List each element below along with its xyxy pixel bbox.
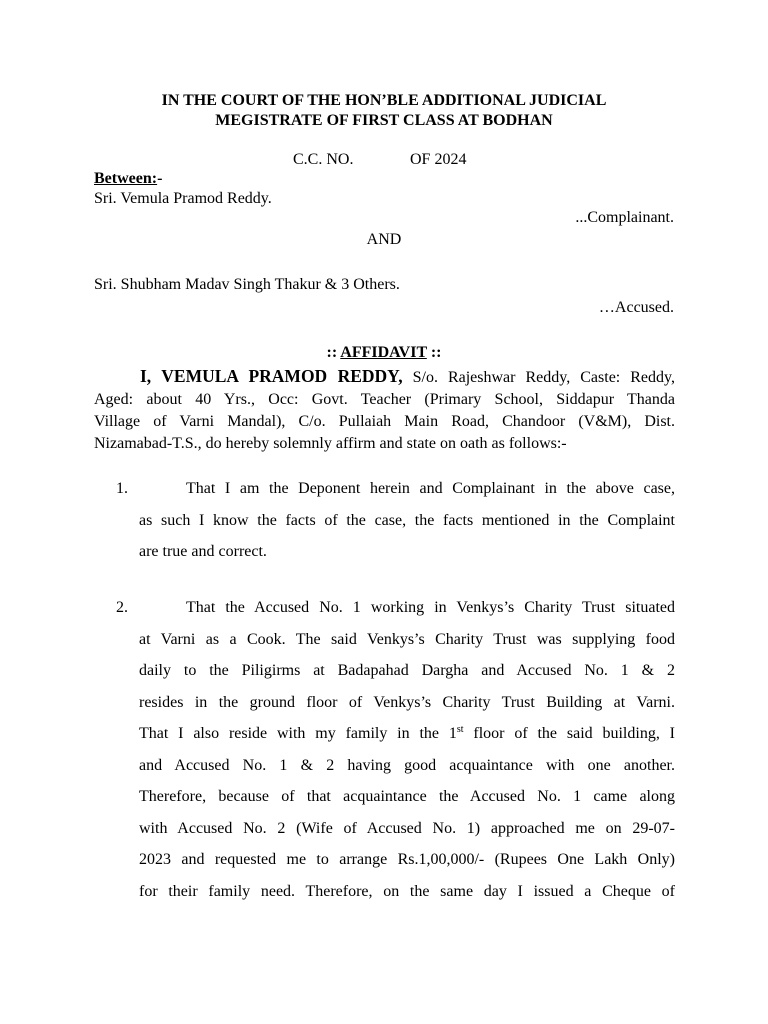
paragraph-2-line-9: 2023 and requested me to arrange Rs.1,00,000/- (Rupees One Lakh Only) (139, 851, 675, 868)
affidavit-title (94, 343, 674, 363)
paragraph-2-line-5-text: That I also reside with my family in the 1 (139, 725, 457, 742)
paragraph-1-line-3: are true and correct. (139, 543, 267, 560)
paragraph-2-number: 2. (116, 599, 128, 616)
between-label: Between: (94, 170, 158, 187)
intro-line-3: Village of Varni Mandal), C/o. Pullaiah Main Road, Chandoor (V&M), Dist. (94, 413, 675, 430)
paragraph-1-line-1-text: That I am the Deponent herein and Complainant in the above case, (186, 480, 675, 497)
court-heading-line-2: MEGISTRATE OF FIRST CLASS AT BODHAN (215, 112, 553, 129)
paragraph-2-line-1-text: That the Accused No. 1 working in Venkys’s Charity Trust situated (186, 599, 675, 616)
ordinal-superscript: st (456, 724, 464, 735)
affidavit-title-right: :: (426, 344, 442, 361)
paragraph-2-line-6: and Accused No. 1 & 2 having good acquaintance with one another. (139, 756, 675, 774)
intro-line-2: Aged: about 40 Yrs., Occ: Govt. Teacher (Primary School, Siddapur Thanda (94, 391, 675, 408)
paragraph-1-line-2: as such I know the facts of the case, the facts mentioned in the Complaint (139, 511, 675, 529)
deponent-name: I, VEMULA PRAMOD REDDY, (140, 366, 403, 386)
paragraph-2-line-7: Therefore, because of that acquaintance the Accused No. 1 came along (139, 788, 675, 805)
case-number-prefix: C.C. NO. (293, 151, 354, 168)
court-heading-line-1: IN THE COURT OF THE HON’BLE ADDITIONAL JUDICIAL (161, 92, 607, 109)
paragraph-2-line-10: for their family need. Therefore, on the same day I issued a Cheque of (139, 882, 675, 900)
paragraph-2-line-5 (139, 718, 675, 750)
paragraph-2-line-1 (139, 592, 675, 624)
paragraph-1 (139, 473, 675, 568)
affidavit-title-text: AFFIDAVIT (340, 344, 427, 361)
complainant-role: ...Complainant. (575, 209, 674, 226)
paragraph-1-number: 1. (116, 480, 128, 497)
paragraph-2-line-8: with Accused No. 2 (Wife of Accused No. 1) approached me on 29-07- (139, 819, 675, 837)
accused-name: Sri. Shubham Madav Singh Thakur & 3 Others. (94, 276, 400, 293)
intro-line-1 (94, 365, 675, 389)
complainant-name: Sri. Vemula Pramod Reddy. (94, 190, 272, 207)
intro-line-4: Nizamabad-T.S., do hereby solemnly affirm and state on oath as follows:- (94, 435, 567, 452)
intro-paragraph (94, 365, 675, 455)
paragraph-1-line-1 (139, 473, 675, 505)
paragraph-2-line-2: at Varni as a Cook. The said Venkys’s Charity Trust was supplying food (139, 630, 675, 648)
paragraph-2-line-3: daily to the Piligirms at Badapahad Dargha and Accused No. 1 & 2 (139, 662, 675, 679)
case-number-suffix: OF 2024 (410, 151, 467, 168)
accused-role: …Accused. (598, 299, 674, 316)
intro-line-1-text: S/o. Rajeshwar Reddy, Caste: Reddy, (412, 369, 675, 386)
between-heading (94, 169, 162, 189)
and-separator: AND (366, 231, 402, 248)
paragraph-2-line-5-tail: floor of the said building, I (463, 725, 675, 742)
affidavit-title-left: :: (326, 344, 341, 361)
paragraph-2 (139, 592, 675, 907)
between-suffix: - (157, 170, 163, 187)
paragraph-2-line-4: resides in the ground floor of Venkys’s Charity Trust Building at Varni. (139, 693, 675, 711)
